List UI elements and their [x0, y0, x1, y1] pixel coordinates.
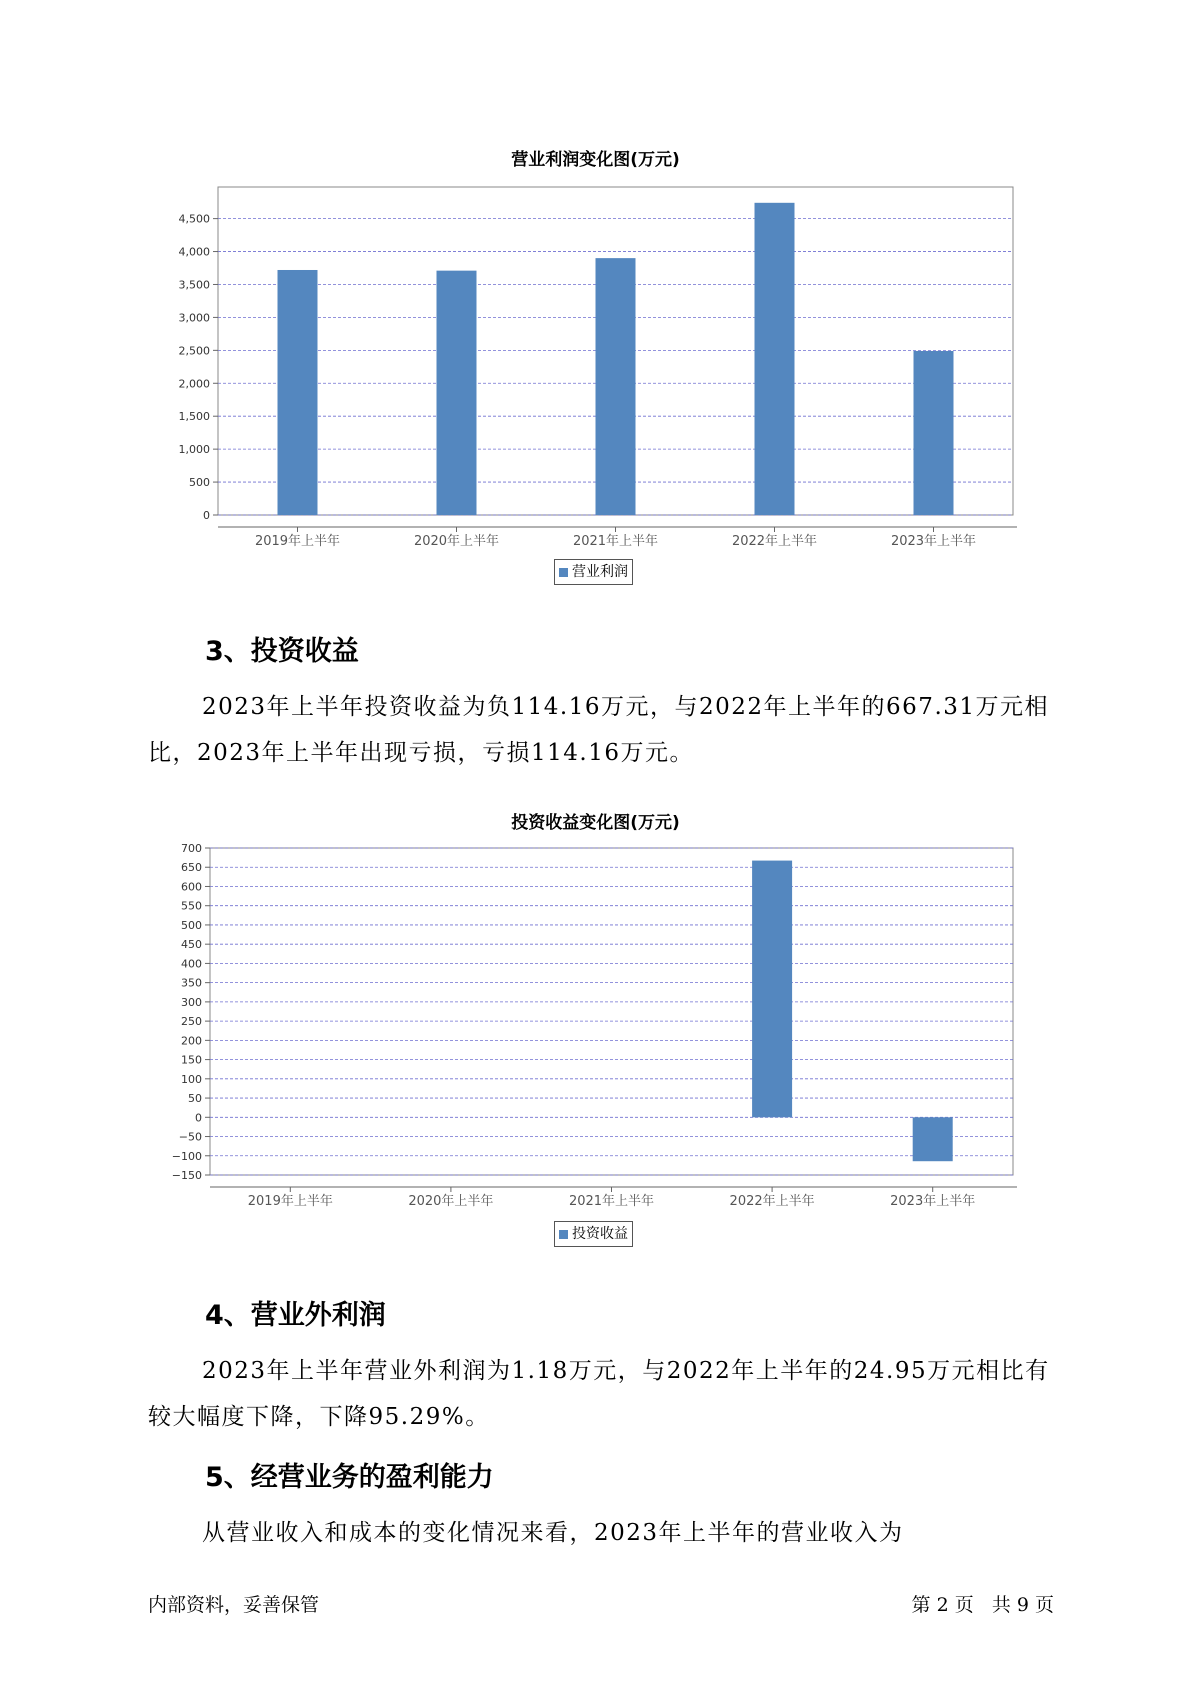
y-tick-label: 1,500	[178, 410, 210, 424]
chart1-title: 营业利润变化图(万元)	[511, 150, 680, 170]
y-tick-label: 500	[189, 476, 210, 490]
bar	[278, 270, 318, 515]
bar	[437, 271, 477, 515]
y-tick-label: 450	[181, 938, 202, 952]
y-tick-label: 200	[181, 1034, 202, 1048]
bar	[914, 351, 954, 515]
y-tick-label: 600	[181, 880, 202, 894]
x-tick-label: 2019年上半年	[247, 1194, 333, 1209]
x-tick-label: 2020年上半年	[408, 1194, 494, 1209]
y-tick-label: 0	[203, 509, 210, 522]
y-tick-label: 550	[181, 899, 202, 913]
y-tick-label: 1,000	[178, 443, 210, 457]
bar	[752, 861, 792, 1118]
y-tick-label: 50	[188, 1092, 202, 1106]
y-tick-label: 500	[181, 918, 202, 932]
y-tick-label: 4,000	[178, 245, 210, 259]
legend-swatch	[559, 568, 568, 577]
section-heading-5: 5、经营业务的盈利能力	[205, 1462, 494, 1493]
y-tick-label: 0	[195, 1111, 202, 1125]
y-tick-label: 150	[181, 1053, 202, 1067]
x-tick-label: 2019年上半年	[254, 534, 341, 549]
x-tick-label: 2023年上半年	[890, 534, 977, 549]
chart1-legend-label: 营业利润	[572, 564, 628, 580]
section-paragraph-3	[148, 684, 1068, 776]
y-tick-label: 2,500	[178, 344, 210, 358]
operating-profit-chart	[0, 175, 1191, 595]
plot-frame	[210, 848, 1013, 1175]
section-heading-3: 3、投资收益	[205, 636, 359, 667]
section-paragraph-4	[148, 1348, 1068, 1440]
paragraph-text: 2023年上半年投资收益为负114.16万元，与2022年上半年的667.31万元相比，2023年上半年出现亏损，亏损114.16万元。	[148, 694, 1050, 766]
legend-swatch	[559, 1230, 568, 1239]
bar	[596, 258, 636, 515]
y-tick-label: 300	[181, 995, 202, 1009]
y-tick-label: 100	[181, 1072, 202, 1086]
y-tick-label: 4,500	[178, 212, 210, 226]
y-tick-label: 350	[181, 976, 202, 990]
y-tick-label: −50	[178, 1130, 202, 1144]
y-tick-label: 650	[181, 861, 202, 875]
footer-left: 内部资料，妥善保管	[148, 1594, 320, 1616]
paragraph-text: 2023年上半年营业外利润为1.18万元，与2022年上半年的24.95万元相比有较大幅度下降，下降95.29%。	[148, 1358, 1050, 1430]
y-tick-label: 700	[181, 842, 202, 855]
y-tick-label: −100	[171, 1149, 202, 1163]
chart1-legend	[554, 559, 633, 585]
y-tick-label: 3,500	[178, 278, 210, 292]
section-heading-4: 4、营业外利润	[205, 1300, 386, 1331]
y-tick-label: 250	[181, 1015, 202, 1029]
x-tick-label: 2023年上半年	[890, 1194, 976, 1209]
chart2-title: 投资收益变化图(万元)	[511, 813, 680, 833]
chart2-legend-label: 投资收益	[572, 1226, 628, 1242]
y-tick-label: 3,000	[178, 311, 210, 325]
x-tick-label: 2021年上半年	[568, 1194, 655, 1209]
bar	[913, 1117, 953, 1161]
x-tick-label: 2022年上半年	[729, 1194, 815, 1209]
x-tick-label: 2022年上半年	[731, 534, 818, 549]
section-paragraph-5	[148, 1510, 1068, 1556]
x-tick-label: 2021年上半年	[572, 534, 659, 549]
x-tick-label: 2020年上半年	[413, 534, 500, 549]
paragraph-text: 从营业收入和成本的变化情况来看，2023年上半年的营业收入为	[202, 1520, 904, 1546]
y-tick-label: −150	[171, 1169, 202, 1182]
y-tick-label: 400	[181, 957, 202, 971]
bar	[755, 203, 795, 515]
y-tick-label: 2,000	[178, 377, 210, 391]
chart2-legend	[554, 1221, 633, 1247]
investment-income-chart	[0, 840, 1191, 1220]
footer-right: 第 2 页 共 9 页	[911, 1594, 1054, 1616]
